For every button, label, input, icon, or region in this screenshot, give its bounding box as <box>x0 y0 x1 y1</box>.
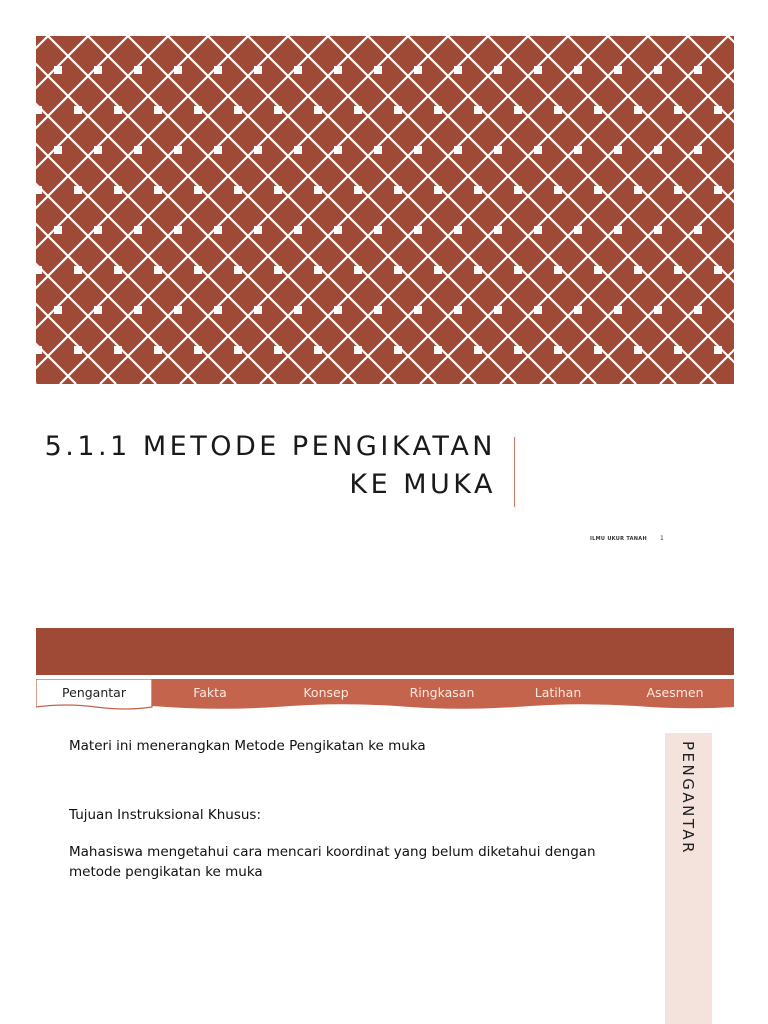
slide-title <box>45 428 496 504</box>
slide-header-bar <box>36 628 734 675</box>
tab-latihan[interactable]: Latihan <box>534 685 582 700</box>
tab-pengantar[interactable]: Pengantar <box>62 685 126 700</box>
tab-konsep[interactable]: Konsep <box>303 685 349 700</box>
intro-text: Materi ini menerangkan Metode Pengikatan ke muka <box>69 738 426 754</box>
section-side-label: PENGANTAR <box>679 741 697 856</box>
objective-text: Mahasiswa mengetahui cara mencari koordinat yang belum diketahui dengan metode pengikatan ke muka <box>69 844 596 880</box>
objective-heading: Tujuan Instruksional Khusus: <box>69 807 262 823</box>
tab-fakta[interactable]: Fakta <box>193 685 227 700</box>
slide-title-line-1: 5.1.1 METODE PENGIKATAN <box>44 431 496 462</box>
tab-ringkasan[interactable]: Ringkasan <box>409 685 475 700</box>
tab-asesmen[interactable]: Asesmen <box>646 685 704 700</box>
title-divider <box>514 437 515 507</box>
slide-page-number: 1 <box>660 535 664 542</box>
slide-title-line-2: KE MUKA <box>349 469 496 500</box>
tab-bar <box>36 679 734 714</box>
decorative-pattern-banner <box>36 36 734 384</box>
slide-footer-label: ILMU UKUR TANAH <box>590 536 647 542</box>
section-side-panel <box>665 733 712 1024</box>
